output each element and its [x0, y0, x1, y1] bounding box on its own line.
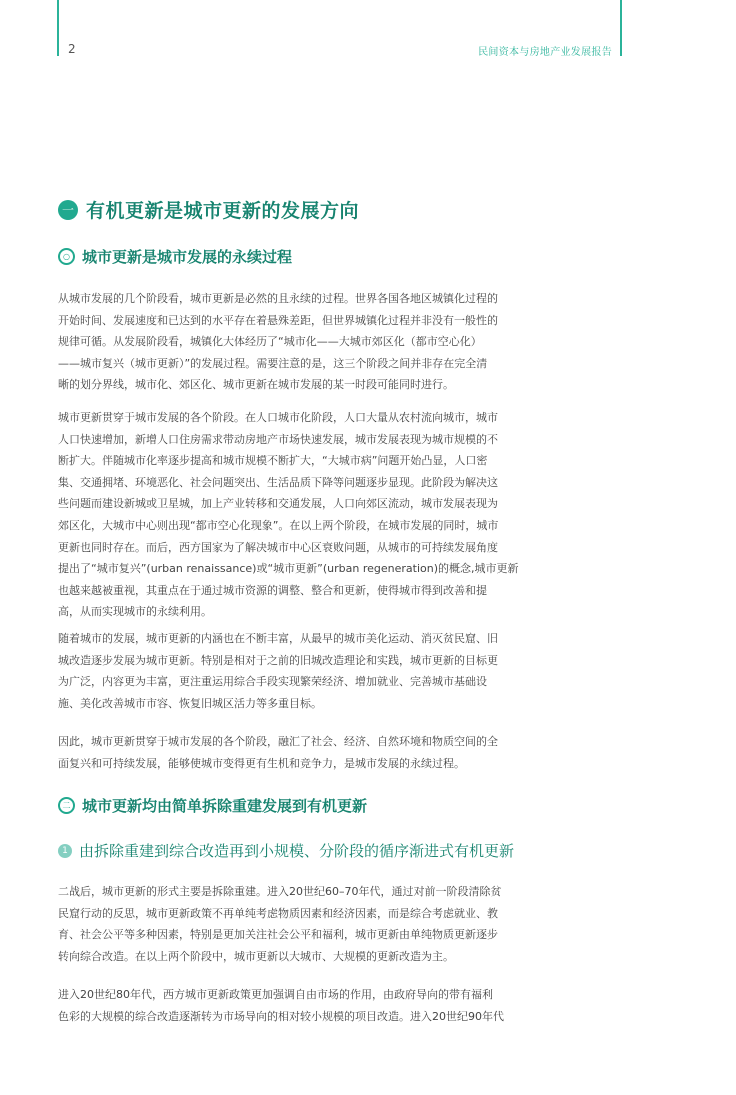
text-line: 晰的划分界线，城市化、郊区化、城市更新在城市发展的某一时段可能同时进行。	[58, 378, 454, 392]
text-line: 郊区化，大城市中心则出现“都市空心化现象”。在以上两个阶段，在城市发展的同时，城市	[58, 518, 499, 532]
running-title: 民间资本与房地产业发展报告	[478, 47, 612, 58]
text-line: ——城市复兴（城市更新）”的发展过程。需要注意的是，这三个阶段之间并非存在完全清	[58, 356, 488, 370]
paragraph-5	[58, 881, 538, 967]
text-line: 提出了“城市复兴”(urban renaissance)或“城市更新”(urban regeneration)的概念,城市更新	[58, 562, 519, 576]
subsection-title: 城市更新均由简单拆除重建发展到有机更新	[82, 797, 368, 815]
text-line: 施、美化改善城市市容、恢复旧城区活力等多重目标。	[58, 696, 322, 710]
text-line: 城市更新贯穿于城市发展的各个阶段。在人口城市化阶段，人口大量从农村流向城市，城市	[58, 411, 498, 424]
text-line: 因此，城市更新贯穿于城市发展的各个阶段，融汇了社会、经济、自然环境和物质空间的全	[58, 735, 498, 748]
text-line: 进入20世纪80年代，西方城市更新政策更加强调自由市场的作用，由政府导向的带有福利	[58, 988, 493, 1001]
paragraph-6	[58, 984, 538, 1027]
subsection-heading-1	[58, 246, 292, 267]
text-line: 规律可循。从发展阶段看，城镇化大体经历了“城市化——大城市郊区化（都市空心化）	[58, 335, 482, 349]
text-line: 二战后，城市更新的形式主要是拆除重建。进入20世纪60–70年代，通过对前一阶段清除贫	[58, 885, 502, 898]
text-line: 也越来越被重视，其重点在于通过城市资源的调整、整合和更新，使得城市得到改善和提	[58, 583, 487, 597]
text-line: 面复兴和可持续发展，能够使城市变得更有生机和竞争力，是城市发展的永续过程。	[58, 756, 465, 770]
text-line: 断扩大。伴随城市化率逐步提高和城市规模不断扩大，“大城市病”问题开始凸显，人口密	[58, 454, 488, 468]
text-line: 城改造逐步发展为城市更新。特别是相对于之前的旧城改造理论和实践，城市更新的目标更	[58, 653, 498, 667]
subsection-badge: 二	[58, 797, 75, 814]
text-line: 色彩的大规模的综合改造逐渐转为市场导向的相对较小规模的项目改造。进入20世纪90年代	[58, 1009, 504, 1023]
text-line: 高，从而实现城市的永续利用。	[58, 605, 212, 619]
paragraph-3	[58, 628, 538, 714]
section-number-badge: 一	[58, 200, 78, 220]
text-line: 人口快速增加，新增人口住房需求带动房地产市场快速发展，城市发展表现为城市规模的不	[58, 432, 498, 446]
subsubsection-heading	[58, 840, 514, 861]
numbered-badge: 1	[58, 844, 72, 858]
text-line: 随着城市的发展，城市更新的内涵也在不断丰富，从最早的城市美化运动、消灭贫民窟、旧	[58, 632, 498, 645]
paragraph-1	[58, 288, 538, 396]
header-rule-right	[620, 0, 622, 56]
paragraph-2	[58, 407, 538, 623]
subsubsection-title: 由拆除重建到综合改造再到小规模、分阶段的循序渐进式有机更新	[79, 842, 515, 860]
text-line: 从城市发展的几个阶段看，城市更新是必然的且永续的过程。世界各国各地区城镇化过程的	[58, 292, 498, 305]
paragraph-4	[58, 731, 538, 774]
section-heading-1	[58, 196, 359, 223]
subsection-heading-2	[58, 795, 367, 816]
header-rule-left	[57, 0, 59, 56]
text-line: 育、社会公平等多种因素，特别是更加关注社会公平和福利，城市更新由单纯物质更新逐步	[58, 928, 498, 942]
section-title: 有机更新是城市更新的发展方向	[86, 200, 360, 222]
text-line: 集、交通拥堵、环境恶化、社会问题突出、生活品质下降等问题逐步显现。此阶段为解决这	[58, 475, 498, 489]
subsection-title: 城市更新是城市发展的永续过程	[82, 248, 293, 266]
text-line: 转向综合改造。在以上两个阶段中，城市更新以大城市、大规模的更新改造为主。	[58, 949, 454, 963]
text-line: 更新也同时存在。而后，西方国家为了解决城市中心区衰败问题，从城市的可持续发展角度	[58, 540, 498, 554]
text-line: 开始时间、发展速度和已达到的水平存在着悬殊差距，但世界城镇化过程并非没有一般性的	[58, 313, 498, 327]
text-line: 为广泛，内容更为丰富，更注重运用综合手段实现繁荣经济、增加就业、完善城市基础设	[58, 675, 487, 689]
page-number: 2	[68, 42, 76, 56]
subsection-badge: ○	[58, 248, 75, 265]
text-line: 些问题而建设新城或卫星城，加上产业转移和交通发展，人口向郊区流动，城市发展表现为	[58, 497, 498, 511]
text-line: 民窟行动的反思，城市更新政策不再单纯考虑物质因素和经济因素，而是综合考虑就业、教	[58, 906, 498, 920]
